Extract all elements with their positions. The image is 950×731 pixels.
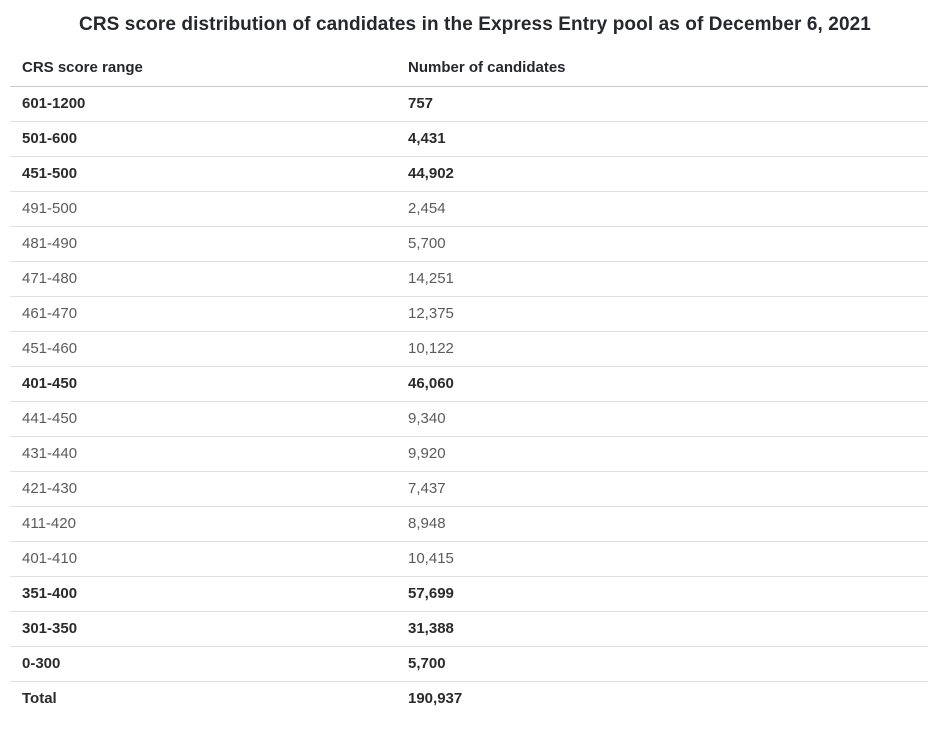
column-header-candidate-count: Number of candidates — [396, 50, 928, 86]
cell-candidate-count: 12,375 — [396, 296, 928, 331]
table-row — [10, 331, 928, 366]
cell-candidate-count: 14,251 — [396, 261, 928, 296]
cell-score-range: 481-490 — [10, 226, 396, 261]
table-row — [10, 401, 928, 436]
table-row — [10, 436, 928, 471]
table-row — [10, 226, 928, 261]
table-row — [10, 191, 928, 226]
table-row — [10, 156, 928, 191]
cell-score-range: 401-410 — [10, 541, 396, 576]
cell-score-range: 601-1200 — [10, 86, 396, 121]
cell-candidate-count: 2,454 — [396, 191, 928, 226]
cell-score-range: 501-600 — [10, 121, 396, 156]
cell-score-range: 431-440 — [10, 436, 396, 471]
cell-candidate-count: 46,060 — [396, 366, 928, 401]
table-row — [10, 121, 928, 156]
table-header-row — [10, 50, 928, 86]
cell-score-range: 441-450 — [10, 401, 396, 436]
cell-candidate-count: 44,902 — [396, 156, 928, 191]
cell-candidate-count: 8,948 — [396, 506, 928, 541]
cell-score-range: 491-500 — [10, 191, 396, 226]
cell-score-range: 451-500 — [10, 156, 396, 191]
cell-score-range: 351-400 — [10, 576, 396, 611]
table-row — [10, 471, 928, 506]
cell-candidate-count: 190,937 — [408, 690, 463, 708]
cell-candidate-count: 757 — [396, 86, 928, 121]
cell-candidate-count: 5,700 — [396, 226, 928, 261]
page-title: CRS score distribution of candidates in the Express Entry pool as of December 6, 2021 — [79, 14, 871, 35]
cell-score-range: 411-420 — [10, 506, 396, 541]
table-row — [10, 541, 928, 576]
cell-candidate-count: 7,437 — [396, 471, 928, 506]
cell-candidate-count: 31,388 — [396, 611, 928, 646]
crs-score-table — [10, 50, 928, 716]
cell-score-range: 451-460 — [10, 331, 396, 366]
table-row — [10, 681, 928, 716]
table-row — [10, 261, 928, 296]
cell-score-range: 461-470 — [10, 296, 396, 331]
table-body — [10, 86, 928, 716]
cell-candidate-count: 9,340 — [396, 401, 928, 436]
cell-candidate-count: 5,700 — [396, 646, 928, 681]
table-row — [10, 576, 928, 611]
table-row — [10, 86, 928, 121]
table-row — [10, 611, 928, 646]
table-row — [10, 296, 928, 331]
cell-score-range: 401-450 — [10, 366, 396, 401]
cell-score-range: 421-430 — [10, 471, 396, 506]
cell-candidate-count: 10,415 — [396, 541, 928, 576]
table-row — [10, 506, 928, 541]
column-header-score-range: CRS score range — [10, 50, 396, 86]
cell-score-range: 301-350 — [10, 611, 396, 646]
cell-score-range: Total — [22, 690, 57, 708]
cell-candidate-count: 4,431 — [396, 121, 928, 156]
cell-candidate-count: 10,122 — [396, 331, 928, 366]
cell-candidate-count: 57,699 — [396, 576, 928, 611]
table-row — [10, 646, 928, 681]
cell-candidate-count: 9,920 — [396, 436, 928, 471]
cell-score-range: 0-300 — [10, 646, 396, 681]
table-row — [10, 366, 928, 401]
cell-score-range: 471-480 — [10, 261, 396, 296]
